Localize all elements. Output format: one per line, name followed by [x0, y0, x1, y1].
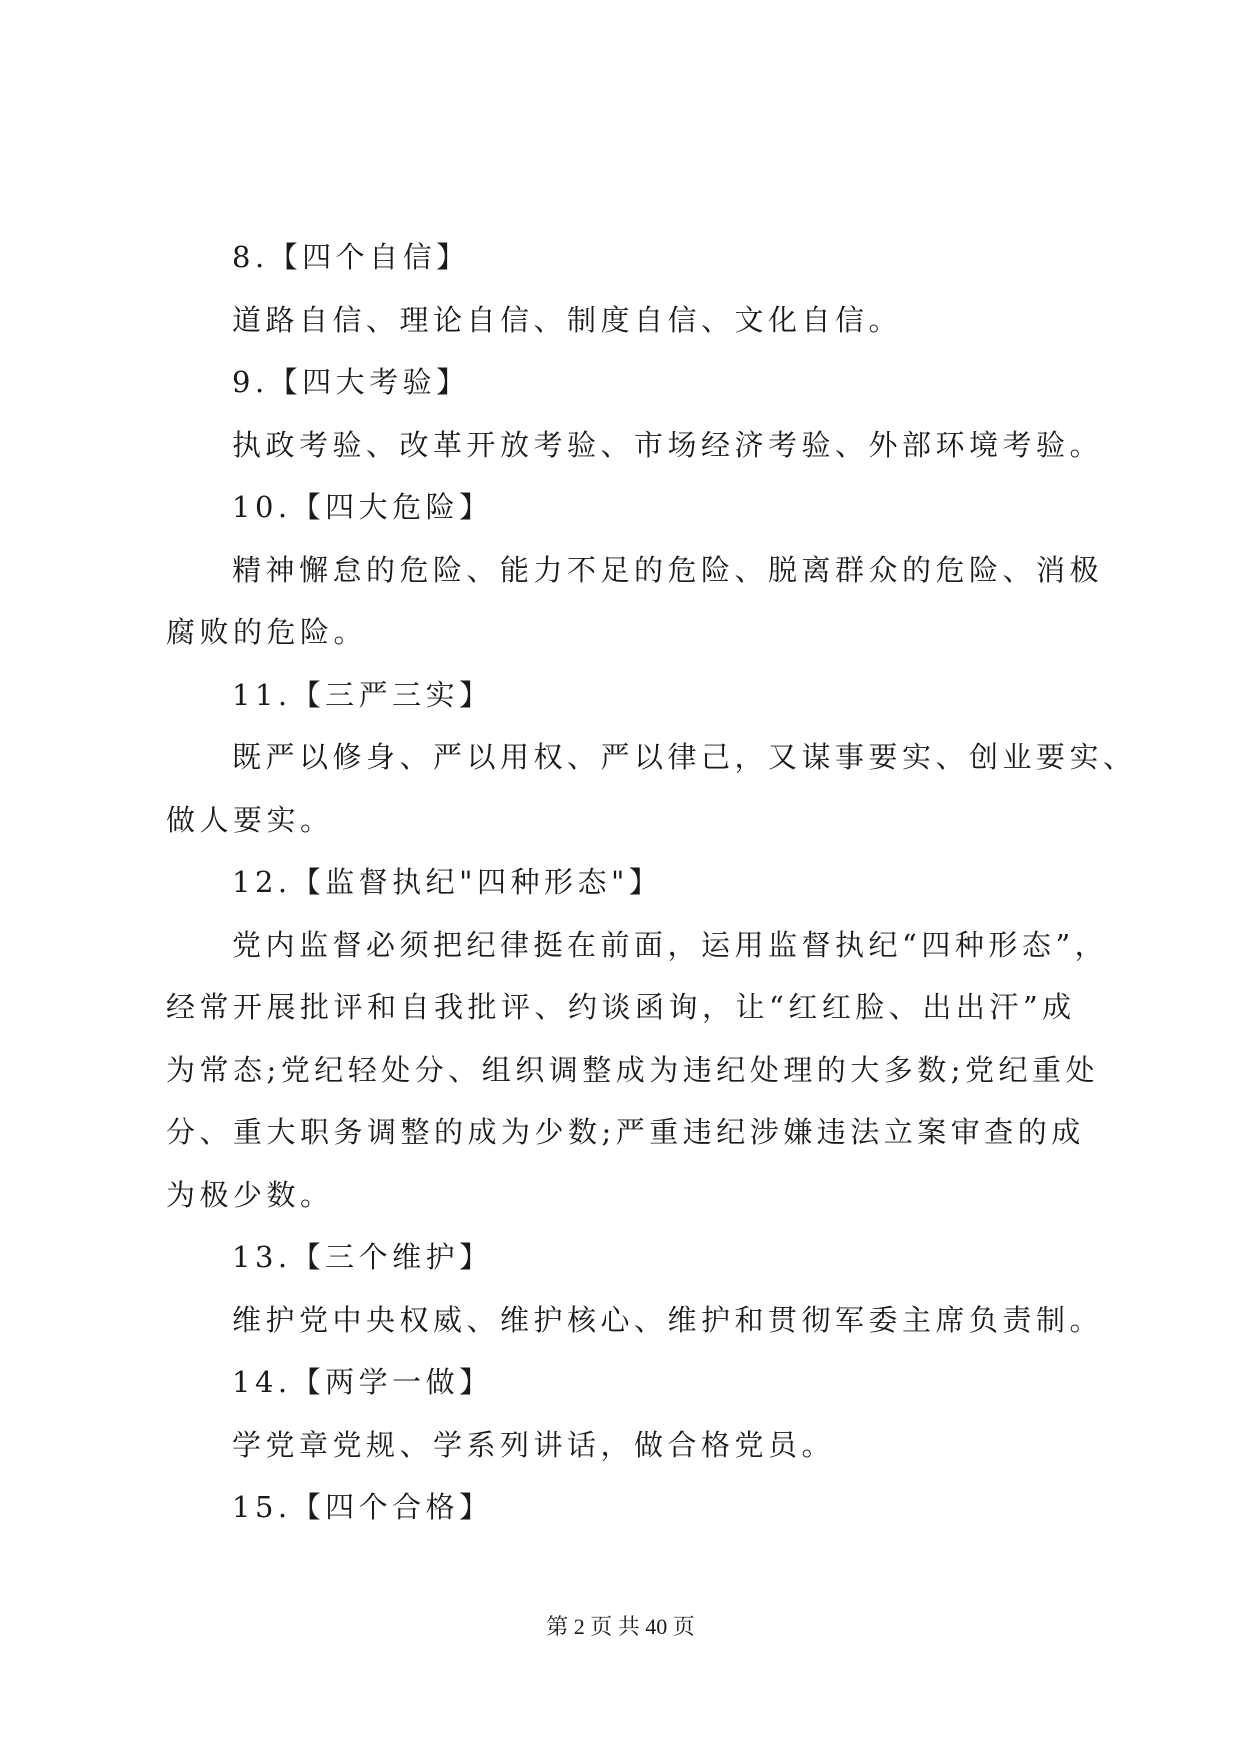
- text-line: 9.【四大考验】: [232, 365, 470, 399]
- text-line: 8.【四个自信】: [232, 240, 470, 274]
- text-line: 执政考验、改革开放考验、市场经济考验、外部环境考验。: [232, 427, 1104, 462]
- text-line: 道路自信、理论自信、制度自信、文化自信。: [232, 302, 903, 337]
- text-line: 10.【四大危险】: [232, 490, 493, 524]
- text-line: 14.【两学一做】: [232, 1365, 493, 1399]
- text-line: 精神懈怠的危险、能力不足的危险、脱离群众的危险、消极: [232, 552, 1104, 587]
- page-footer: 第 2 页 共 40 页: [546, 1614, 695, 1639]
- text-line: 15.【四个合格】: [232, 1490, 493, 1524]
- text-line: 为极少数。: [166, 1177, 334, 1212]
- text-line: 维护党中央权威、维护核心、维护和贯彻军委主席负责制。: [232, 1302, 1104, 1337]
- text-line: 学党章党规、学系列讲话，做合格党员。: [232, 1427, 836, 1462]
- text-line: 做人要实。: [166, 802, 334, 837]
- text-line: 经常开展批评和自我批评、约谈函询，让“红红脸、出出汗”成: [166, 990, 1076, 1024]
- document-body: [166, 226, 1137, 1539]
- text-line: 既严以修身、严以用权、严以律己，又谋事要实、创业要实、: [232, 740, 1137, 774]
- text-line: 11.【三严三实】: [232, 677, 493, 712]
- text-line: 腐败的危险。: [166, 615, 368, 649]
- text-line: 12.【监督执纪"四种形态"】: [232, 865, 663, 899]
- text-line: 为常态;党纪轻处分、组织调整成为违纪处理的大多数;党纪重处: [166, 1052, 1100, 1087]
- text-line: 13.【三个维护】: [232, 1240, 493, 1274]
- text-line: 分、重大职务调整的成为少数;严重违纪涉嫌违法立案审查的成: [166, 1115, 1085, 1149]
- text-line: 党内监督必须把纪律挺在前面，运用监督执纪“四种形态”，: [232, 927, 1109, 962]
